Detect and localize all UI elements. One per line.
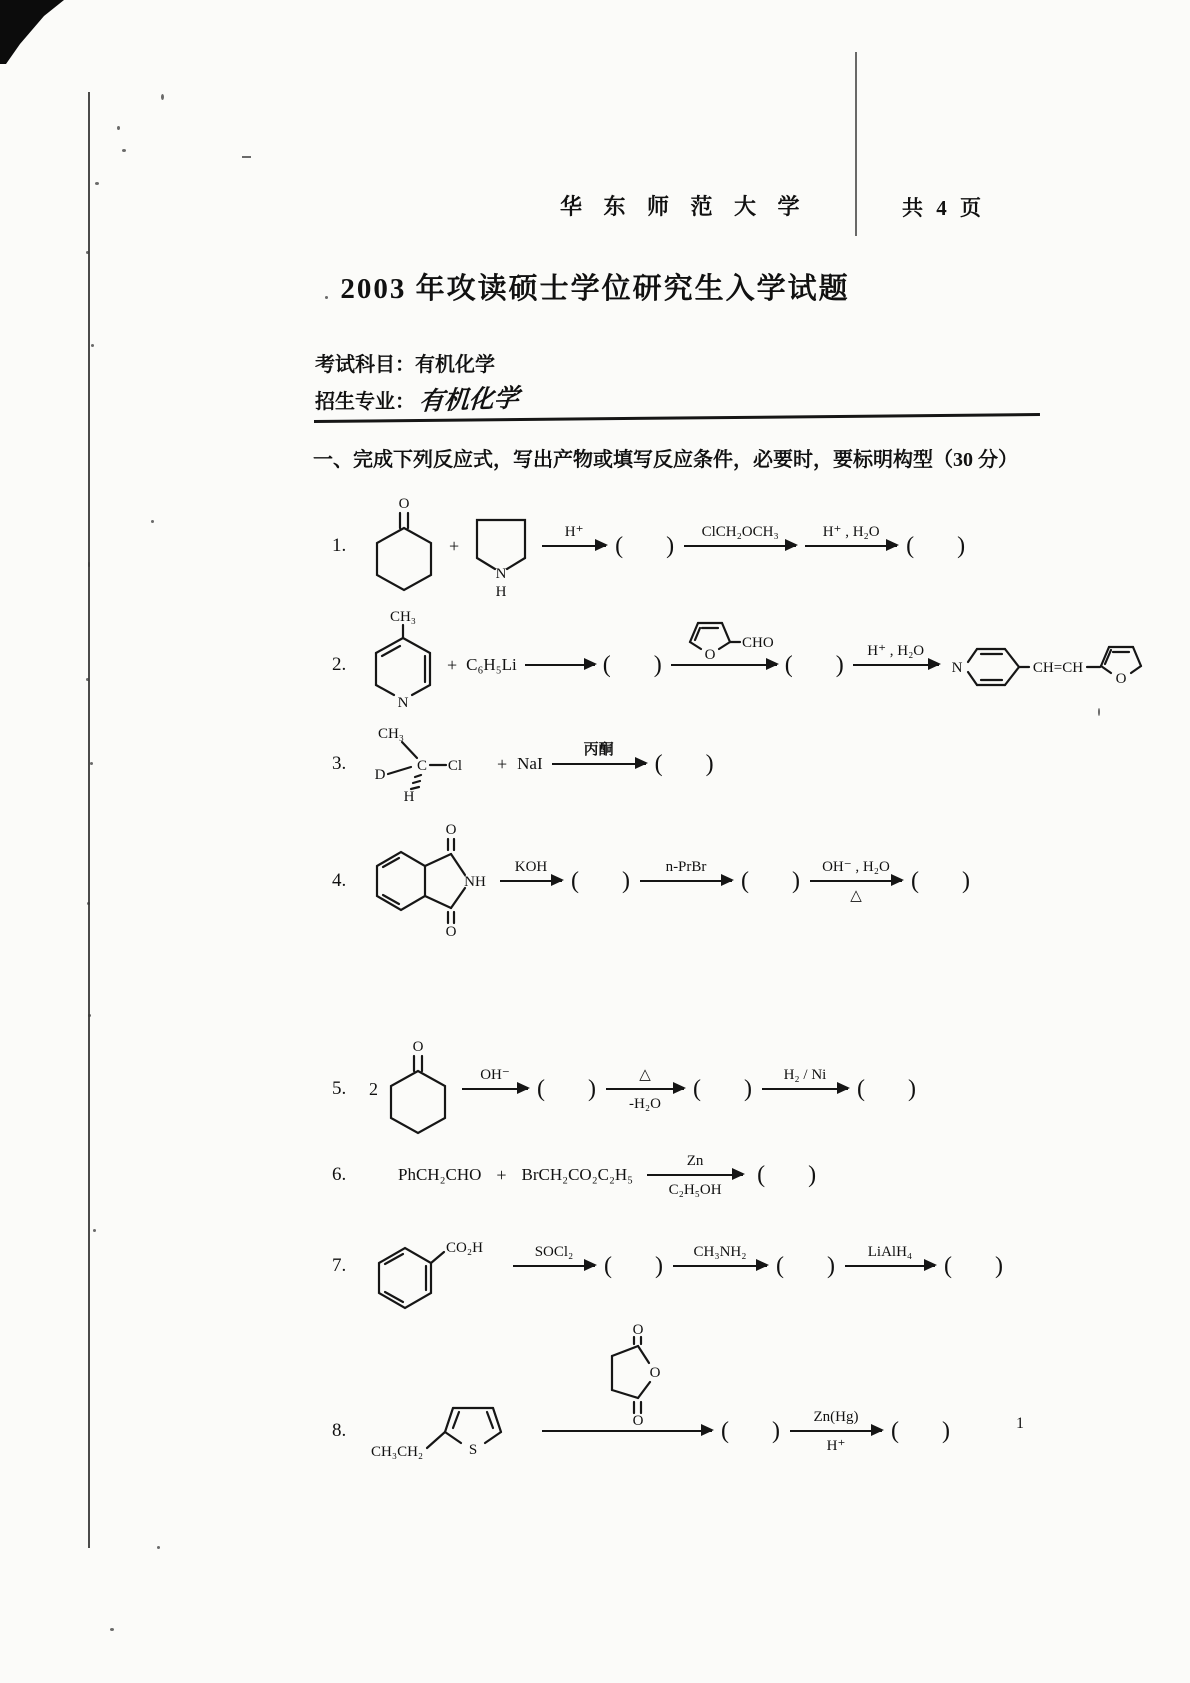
reaction-arrow <box>853 643 939 666</box>
question-6 <box>332 1142 817 1208</box>
answer-blank: ( ) <box>604 1252 664 1279</box>
arrow-shaft <box>542 1430 712 1432</box>
scan-fold-line <box>855 52 857 236</box>
answer-blank: ( ) <box>910 867 971 894</box>
scan-speck <box>242 156 251 158</box>
reaction-arrow <box>805 524 897 547</box>
arrow-shaft <box>845 1265 935 1267</box>
atom-label-cl: Cl <box>447 758 463 774</box>
major-value-handwritten: 有机化学 <box>417 385 520 416</box>
plus-sign: + <box>496 1164 507 1185</box>
arrow-shaft <box>684 545 796 547</box>
reagent-label: H⁺ , H₂O <box>822 524 880 540</box>
answer-blank: ( ) <box>943 1252 1004 1279</box>
plus-sign: + <box>447 654 458 675</box>
reaction-arrow <box>640 859 732 882</box>
atom-label-o: O <box>398 496 410 512</box>
reagent-label: H⁺ <box>564 524 584 540</box>
page-number: 1 <box>1016 1415 1024 1432</box>
arrow-shaft <box>853 664 939 666</box>
carboxyl-label: CO₂H <box>446 1240 483 1256</box>
answer-blank: ( ) <box>906 532 967 559</box>
product-pyridyl-vinyl-furan <box>947 629 1152 701</box>
scan-speck <box>86 251 89 254</box>
question-number: 7. <box>332 1255 347 1276</box>
atom-label-o: O <box>632 1413 644 1428</box>
scan-speck <box>122 149 126 152</box>
atom-label-n: N <box>951 660 963 676</box>
reaction-arrow <box>500 859 562 882</box>
reagent-label: Zn <box>686 1153 704 1169</box>
question-7 <box>332 1216 1004 1316</box>
stoichiometric-coefficient: 2 <box>369 1078 378 1099</box>
phthalimide-structure <box>369 822 491 940</box>
arrow-shaft <box>525 664 595 666</box>
pyrrolidine-structure <box>469 508 533 600</box>
reaction-arrow <box>606 1067 684 1112</box>
reaction-arrow <box>525 664 595 666</box>
scan-speck <box>95 182 99 185</box>
plus-sign: + <box>449 535 460 556</box>
reagent-bromoester: BrCH₂CO₂C₂H₅ <box>521 1165 634 1184</box>
reaction-arrow <box>673 1244 767 1267</box>
question-number: 5. <box>332 1078 347 1099</box>
scan-speck <box>157 1546 160 1549</box>
reagent-label: H⁺ , H₂O <box>867 643 925 659</box>
scan-edge-line <box>88 92 90 1548</box>
scan-speck <box>88 562 90 567</box>
reaction-arrow <box>542 524 606 547</box>
cyclohexanone-structure <box>383 1038 453 1140</box>
reaction-arrow <box>684 524 796 547</box>
chiral-chloride-structure <box>369 721 487 807</box>
major-label: 招生专业： <box>315 391 415 413</box>
question-5 <box>332 1034 917 1144</box>
question-4 <box>332 822 971 940</box>
answer-blank: ( ) <box>784 651 845 678</box>
answer-blank: ( ) <box>856 1075 917 1102</box>
reaction-arrow <box>552 742 646 765</box>
vinyl-label: CH=CH <box>1032 660 1083 676</box>
arrow-shaft <box>640 880 732 882</box>
methyl-label: CH₃ <box>377 726 405 742</box>
scan-speck <box>90 762 93 765</box>
question-number: 8. <box>332 1420 347 1441</box>
4-methylpyridine-structure <box>368 608 438 722</box>
atom-label-d: D <box>374 767 386 783</box>
reaction-arrow <box>762 1067 848 1090</box>
reagent-label: H₂ / Ni <box>783 1067 827 1083</box>
reaction-arrow <box>542 1430 712 1432</box>
answer-blank: ( ) <box>571 867 631 894</box>
solvent-label: C₂H₅OH <box>668 1182 722 1198</box>
arrow-shaft <box>647 1174 743 1176</box>
atom-label-o: O <box>445 924 457 940</box>
byproduct-label: -H₂O <box>629 1096 661 1112</box>
furfural-structure <box>671 615 777 663</box>
condition-label: △ <box>850 888 862 904</box>
condition-label: H⁺ <box>826 1438 846 1454</box>
arrow-shaft <box>810 880 902 882</box>
answer-blank: ( ) <box>890 1417 951 1444</box>
reagent-label: LiAlH₄ <box>867 1244 913 1260</box>
reaction-arrow <box>513 1244 595 1267</box>
answer-blank: ( ) <box>654 750 715 777</box>
scan-speck <box>86 678 89 681</box>
answer-blank: ( ) <box>775 1252 836 1279</box>
school-name: 华 东 师 范 大 学 <box>560 194 808 219</box>
reaction-arrow <box>790 1409 882 1454</box>
reagent-phenylacetaldehyde: PhCH₂CHO <box>398 1165 482 1184</box>
page-count: 共 4 页 <box>902 196 985 220</box>
section-1-heading: 一、完成下列反应式，写出产物或填写反应条件，必要时，要标明构型（30 分） <box>313 449 1018 471</box>
reaction-arrow <box>647 1153 743 1198</box>
aldehyde-label: CHO <box>741 635 774 651</box>
atom-label-o: O <box>445 822 457 838</box>
scan-speck <box>117 126 120 130</box>
scan-speck <box>161 94 164 100</box>
atom-label-n: N <box>495 566 507 582</box>
arrow-shaft <box>513 1265 595 1267</box>
benzoic-acid-structure <box>369 1219 504 1313</box>
condition-label: △ <box>639 1067 651 1083</box>
reagent-label: SOCl₂ <box>534 1244 574 1260</box>
answer-blank: ( ) <box>757 1161 818 1188</box>
atom-label-o: O <box>412 1039 424 1055</box>
question-8 <box>332 1388 951 1474</box>
question-number: 1. <box>332 535 347 556</box>
reagent-label: CH₃NH₂ <box>693 1244 747 1260</box>
arrow-shaft <box>552 763 646 765</box>
atom-label-o: O <box>649 1365 661 1381</box>
atom-label-h: H <box>495 584 507 600</box>
reagent-label: OH⁻ , H₂O <box>822 859 890 875</box>
atom-label-o: O <box>704 647 716 663</box>
reagent-phenyllithium: C₆H₅Li <box>466 655 517 674</box>
scan-speck <box>110 1628 114 1631</box>
admission-major <box>315 380 519 416</box>
reagent-nai: NaI <box>517 754 543 773</box>
scan-speck <box>93 1229 96 1232</box>
answer-blank: ( ) <box>602 651 663 678</box>
reagent-label: KOH <box>514 859 548 875</box>
ethyl-label: CH₃CH₂ <box>371 1444 424 1460</box>
arrow-shaft <box>673 1265 767 1267</box>
scan-corner-blob <box>0 0 78 64</box>
scan-speck <box>88 1014 91 1017</box>
atom-label-h: H <box>403 789 415 805</box>
arrow-shaft <box>606 1088 684 1090</box>
arrow-shaft <box>805 545 897 547</box>
reaction-arrow <box>462 1067 528 1090</box>
methyl-label: CH₃ <box>389 609 417 625</box>
arrow-shaft <box>762 1088 848 1090</box>
answer-blank: ( ) <box>721 1417 781 1444</box>
arrow-shaft <box>500 880 562 882</box>
reagent-label: ClCH₂OCH₃ <box>701 524 779 540</box>
reagent-label: n-PrBr <box>665 859 707 875</box>
reaction-arrow <box>671 635 777 666</box>
scan-speck <box>151 520 154 523</box>
reaction-arrow <box>845 1244 935 1267</box>
answer-blank: ( ) <box>537 1075 597 1102</box>
question-number: 4. <box>332 870 347 891</box>
exam-title: 2003 年攻读硕士学位研究生入学试题 <box>340 273 850 305</box>
atom-label-o: O <box>632 1324 644 1338</box>
answer-blank: ( ) <box>615 532 676 559</box>
question-number: 6. <box>332 1164 347 1185</box>
arrow-shaft <box>462 1088 528 1090</box>
plus-sign: + <box>497 753 508 774</box>
reagent-label: Zn(Hg) <box>813 1409 859 1425</box>
reagent-label: OH⁻ <box>480 1067 510 1083</box>
answer-blank: ( ) <box>692 1075 753 1102</box>
exam-subject: 考试科目：有机化学 <box>315 354 495 376</box>
scan-speck <box>91 344 94 347</box>
answer-blank: ( ) <box>740 867 801 894</box>
atom-label-c: C <box>416 758 428 774</box>
arrow-shaft <box>790 1430 882 1432</box>
question-3 <box>332 718 715 810</box>
atom-label-n: N <box>397 695 409 711</box>
solvent-label: 丙酮 <box>583 742 614 758</box>
question-number: 3. <box>332 753 347 774</box>
cyclohexanone-structure <box>369 495 439 597</box>
question-2 <box>332 608 1152 722</box>
arrow-shaft <box>542 545 606 547</box>
question-number: 2. <box>332 654 347 675</box>
question-1 <box>332 492 966 600</box>
imide-nh-label: NH <box>464 874 486 890</box>
furfural-over-arrow <box>671 615 777 663</box>
reaction-arrow <box>810 859 902 904</box>
scan-speck <box>87 902 90 905</box>
atom-label-o: O <box>1115 671 1127 687</box>
2-ethylthiophene-structure <box>369 1398 519 1464</box>
arrow-shaft <box>671 664 777 666</box>
atom-label-s: S <box>468 1442 478 1458</box>
